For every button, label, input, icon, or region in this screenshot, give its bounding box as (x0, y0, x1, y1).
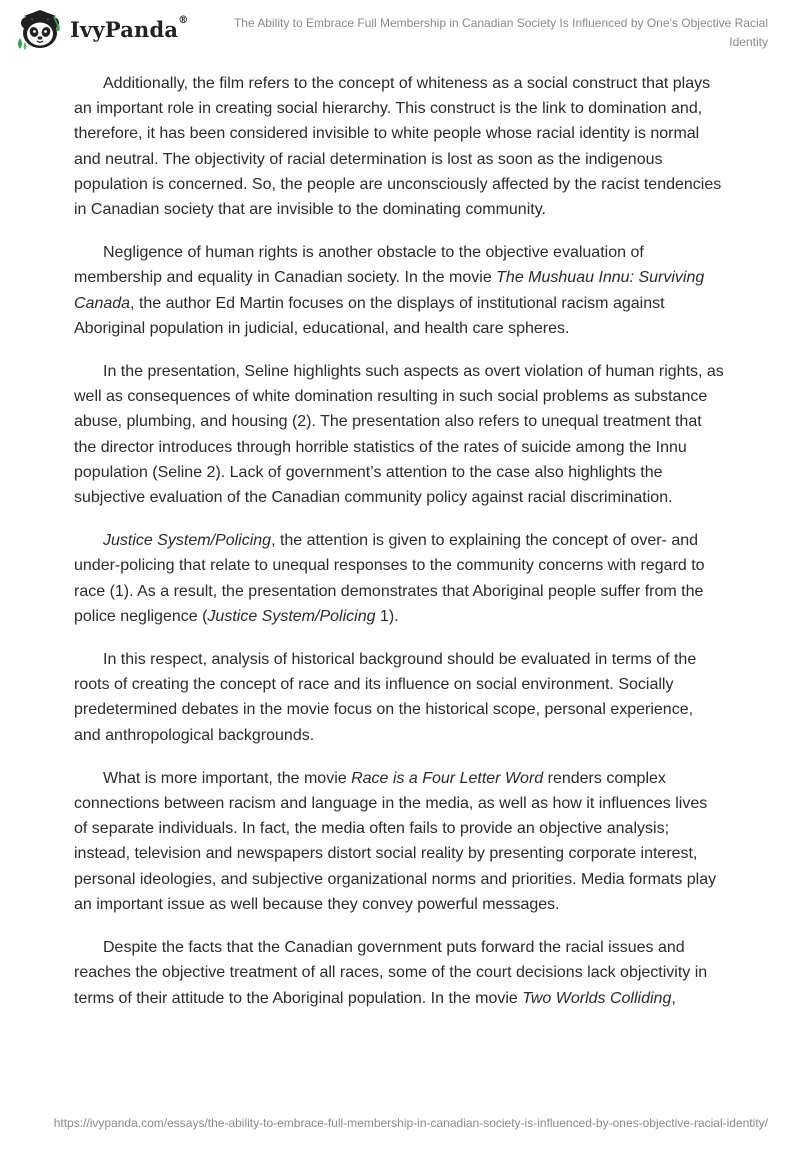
italic-title: Two Worlds Colliding (522, 989, 672, 1007)
paragraph-text: renders complex connections between racism and language in the media, as well as how it influences lives of separate individuals. In fact, the media often fails to provide an objective analysis; instead, television and newspapers distort social reality by presenting corporate interest, personal ideologies, and subjective organizational norms and priorities. Media formats play an important issue as well because they convey powerful messages. (74, 769, 717, 913)
page-header (0, 0, 800, 60)
body-paragraph (74, 240, 724, 341)
paragraph-text: , the author Ed Martin focuses on the displays of institutional racism against Aboriginal population in judicial, educational, and health care spheres. (74, 294, 665, 337)
body-paragraph (74, 766, 724, 917)
ivypanda-logo[interactable] (14, 8, 188, 50)
essay-body (74, 71, 724, 1029)
italic-title: Justice System/Policing (103, 532, 272, 550)
body-paragraph (74, 359, 724, 510)
paragraph-text: , (671, 989, 676, 1007)
paragraph-text: In the presentation, Seline highlights such aspects as overt violation of human rights, as well as consequences of white domination resulting in such social problems as substance abuse, plumbing, and housing (2). The presentation also refers to unequal treatment that the director introduces through horrible statistics of the rates of suicide among the Innu population (Seline 2). Lack of government’s attention to the case also highlights the subjective evaluation of the Canadian community policy against racial discrimination. (74, 363, 724, 507)
italic-title: Race is a Four Letter Word (351, 769, 544, 787)
body-paragraph (74, 935, 724, 1011)
body-paragraph (74, 647, 724, 748)
paragraph-text: In this respect, analysis of historical background should be evaluated in terms of the roots of creating the concept of race and its influence on social environment. Socially predetermined debates in the movie focus on the historical scope, personal experience, and anthropological backgrounds. (74, 651, 697, 744)
panda-graduate-icon (14, 8, 66, 50)
paragraph-text: Additionally, the film refers to the concept of whiteness as a social construct that plays an important role in creating social hierarchy. This construct is the link to domination and, therefore, it has been considered invisible to white people whose racial identity is normal and neutral. The objectivity of racial determination is lost as soon as the indigenous population is concerned. So, the people are unconsciously affected by the racist tendencies in Canadian society that are invisible to the dominating community. (74, 75, 722, 219)
body-paragraph (74, 528, 724, 629)
paragraph-text: , the attention is given to explaining the concept of over- and under-policing that relate to unequal responses to the community concerns with regard to race (1). As a result, the presentation demonstrates that Aboriginal people suffer from the police negligence ( (74, 532, 705, 625)
paragraph-text: What is more important, the movie (103, 769, 352, 787)
paragraph-text: Despite the facts that the Canadian government puts forward the racial issues and reaches the objective treatment of all races, some of the court decisions lack objectivity in terms of their attitude to the Aboriginal population. In the movie (74, 939, 708, 1007)
brand-name: IvyPanda® (70, 14, 189, 42)
body-paragraph (74, 71, 724, 222)
paragraph-text: Negligence of human rights is another obstacle to the objective evaluation of membership and equality in Canadian society. In the movie (74, 244, 644, 287)
italic-title: The Mushuau Innu: Surviving Canada (74, 269, 705, 312)
italic-title: Justice System/Policing (207, 607, 376, 625)
source-url[interactable]: https://ivypanda.com/essays/the-ability-to-embrace-full-membership-in-canadian-society-is-influenced-by-ones-objective-racial-identity/ (53, 1116, 768, 1130)
paragraph-text: 1). (375, 607, 399, 625)
document-title: The Ability to Embrace Full Membership in Canadian Society Is Influenced by One’s Objective Racial Identity (233, 16, 768, 49)
